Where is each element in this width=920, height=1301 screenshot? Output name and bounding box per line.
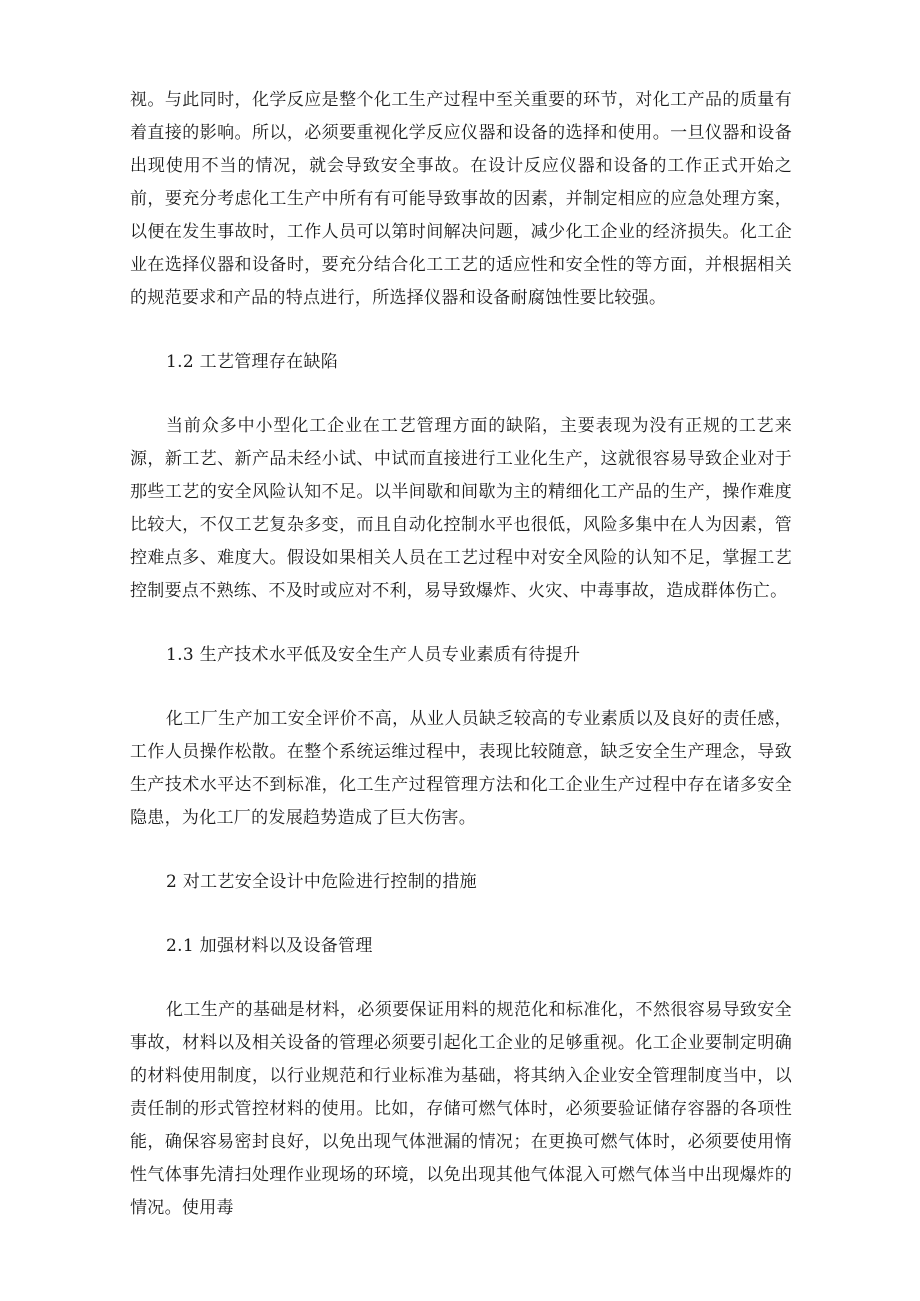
section-heading-1-2: 1.2 工艺管理存在缺陷 [166, 352, 339, 372]
paragraph-production-tech: 化工厂生产加工安全评价不高，从业人员缺乏较高的专业素质以及良好的责任感，工作人员操作松散。在整个系统运维过程中，表现比较随意，缺乏安全生产理念，导致生产技术水平达不到标准，化工生产过程管理方法和化工企业生产过程中存在诸多安全隐患，为化工厂的发展趋势造成了巨大伤害。 [130, 709, 792, 828]
paragraph-materials-equipment: 化工生产的基础是材料，必须要保证用料的规范化和标准化，不然很容易导致安全事故，材料以及相关设备的管理必须要引起化工企业的足够重视。化工企业要制定明确的材料使用制度，以行业规范和行业标准为基础，将其纳入企业安全管理制度当中，以责任制的形式管控材料的使用。比如，存储可燃气体时，必须要验证储存容器的各项性能，确保容易密封良好，以免出现气体泄漏的情况；在更换可燃气体时，必须要使用惰性气体事先清扫处理作业现场的环境，以免出现其他气体混入可燃气体当中出现爆炸的情况。使用毒 [130, 1000, 792, 1218]
section-heading-2: 2 对工艺安全设计中危险进行控制的措施 [166, 872, 477, 892]
document-page [130, 84, 792, 1225]
paragraph-continued: 视。与此同时，化学反应是整个化工生产过程中至关重要的环节，对化工产品的质量有着直接的影响。所以，必须要重视化学反应仪器和设备的选择和使用。一旦仪器和设备出现使用不当的情况，就会导致安全事故。在设计反应仪器和设备的工作正式开始之前，要充分考虑化工生产中所有有可能导致事故的因素，并制定相应的应急处理方案，以便在发生事故时，工作人员可以第时间解决问题，减少化工企业的经济损失。化工企业在选择仪器和设备时，要充分结合化工工艺的适应性和安全性的等方面，并根据相关的规范要求和产品的特点进行，所选择仪器和设备耐腐蚀性要比较强。 [130, 90, 792, 308]
paragraph-process-management: 当前众多中小型化工企业在工艺管理方面的缺陷，主要表现为没有正规的工艺来源，新工艺、新产品未经小试、中试而直接进行工业化生产，这就很容易导致企业对于那些工艺的安全风险认知不足。以半间歇和间歇为主的精细化工产品的生产，操作难度比较大，不仅工艺复杂多变，而且自动化控制水平也很低，风险多集中在人为因素，管控难点多、难度大。假设如果相关人员在工艺过程中对安全风险的认知不足，掌握工艺控制要点不熟练、不及时或应对不利，易导致爆炸、火灾、中毒事故，造成群体伤亡。 [130, 416, 792, 601]
section-heading-1-3: 1.3 生产技术水平低及安全生产人员专业素质有待提升 [166, 645, 581, 665]
section-heading-2-1: 2.1 加强材料以及设备管理 [166, 936, 373, 956]
